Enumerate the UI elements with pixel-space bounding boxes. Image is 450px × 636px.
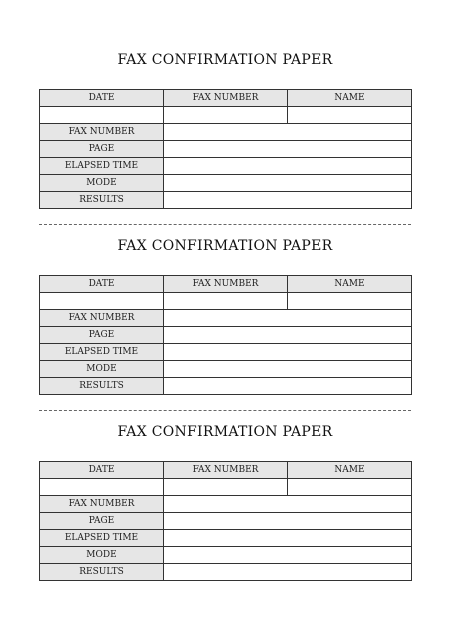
date-header: DATE	[40, 90, 164, 107]
page-label: PAGE	[40, 141, 164, 158]
fax-form-table	[39, 461, 412, 581]
elapsed-time-label: ELAPSED TIME	[40, 530, 164, 547]
table-row	[40, 175, 412, 192]
page-value-field[interactable]	[164, 141, 412, 158]
table-row	[40, 344, 412, 361]
form-title: FAX CONFIRMATION PAPER	[117, 424, 333, 440]
table-row	[40, 378, 412, 395]
header-row	[40, 462, 412, 479]
date-header: DATE	[40, 462, 164, 479]
entry-row	[40, 293, 412, 310]
table-row	[40, 496, 412, 513]
fax-number-label: FAX NUMBER	[40, 124, 164, 141]
page-label: PAGE	[40, 513, 164, 530]
name-field[interactable]	[288, 293, 412, 310]
results-value-field[interactable]	[164, 378, 412, 395]
fax-number-header: FAX NUMBER	[164, 462, 288, 479]
fax-form-table	[39, 89, 412, 209]
mode-label: MODE	[40, 547, 164, 564]
table-row	[40, 327, 412, 344]
fax-form-table	[39, 275, 412, 395]
table-row	[40, 564, 412, 581]
table-row	[40, 513, 412, 530]
results-label: RESULTS	[40, 564, 164, 581]
name-field[interactable]	[288, 107, 412, 124]
results-label: RESULTS	[40, 378, 164, 395]
fax-number-field[interactable]	[164, 107, 288, 124]
form-title: FAX CONFIRMATION PAPER	[117, 238, 333, 254]
fax-number-label: FAX NUMBER	[40, 496, 164, 513]
name-header: NAME	[288, 276, 412, 293]
fax-number-value-field[interactable]	[164, 496, 412, 513]
fax-number-field[interactable]	[164, 479, 288, 496]
mode-label: MODE	[40, 175, 164, 192]
date-field[interactable]	[40, 479, 164, 496]
entry-row	[40, 479, 412, 496]
table-row	[40, 547, 412, 564]
elapsed-time-value-field[interactable]	[164, 530, 412, 547]
results-value-field[interactable]	[164, 192, 412, 209]
fax-number-value-field[interactable]	[164, 310, 412, 327]
date-header: DATE	[40, 276, 164, 293]
table-row	[40, 124, 412, 141]
table-row	[40, 158, 412, 175]
fax-number-header: FAX NUMBER	[164, 276, 288, 293]
elapsed-time-label: ELAPSED TIME	[40, 158, 164, 175]
name-header: NAME	[288, 462, 412, 479]
fax-number-label: FAX NUMBER	[40, 310, 164, 327]
mode-value-field[interactable]	[164, 547, 412, 564]
fax-number-value-field[interactable]	[164, 124, 412, 141]
date-field[interactable]	[40, 107, 164, 124]
cut-line-divider	[39, 410, 411, 411]
table-row	[40, 530, 412, 547]
page-value-field[interactable]	[164, 513, 412, 530]
name-header: NAME	[288, 90, 412, 107]
mode-value-field[interactable]	[164, 175, 412, 192]
elapsed-time-value-field[interactable]	[164, 344, 412, 361]
date-field[interactable]	[40, 293, 164, 310]
table-row	[40, 361, 412, 378]
elapsed-time-value-field[interactable]	[164, 158, 412, 175]
results-value-field[interactable]	[164, 564, 412, 581]
page-label: PAGE	[40, 327, 164, 344]
page-value-field[interactable]	[164, 327, 412, 344]
table-row	[40, 192, 412, 209]
header-row	[40, 276, 412, 293]
cut-line-divider	[39, 224, 411, 225]
fax-number-header: FAX NUMBER	[164, 90, 288, 107]
entry-row	[40, 107, 412, 124]
form-title: FAX CONFIRMATION PAPER	[117, 52, 333, 68]
name-field[interactable]	[288, 479, 412, 496]
table-row	[40, 141, 412, 158]
table-row	[40, 310, 412, 327]
mode-value-field[interactable]	[164, 361, 412, 378]
results-label: RESULTS	[40, 192, 164, 209]
elapsed-time-label: ELAPSED TIME	[40, 344, 164, 361]
mode-label: MODE	[40, 361, 164, 378]
header-row	[40, 90, 412, 107]
fax-number-field[interactable]	[164, 293, 288, 310]
